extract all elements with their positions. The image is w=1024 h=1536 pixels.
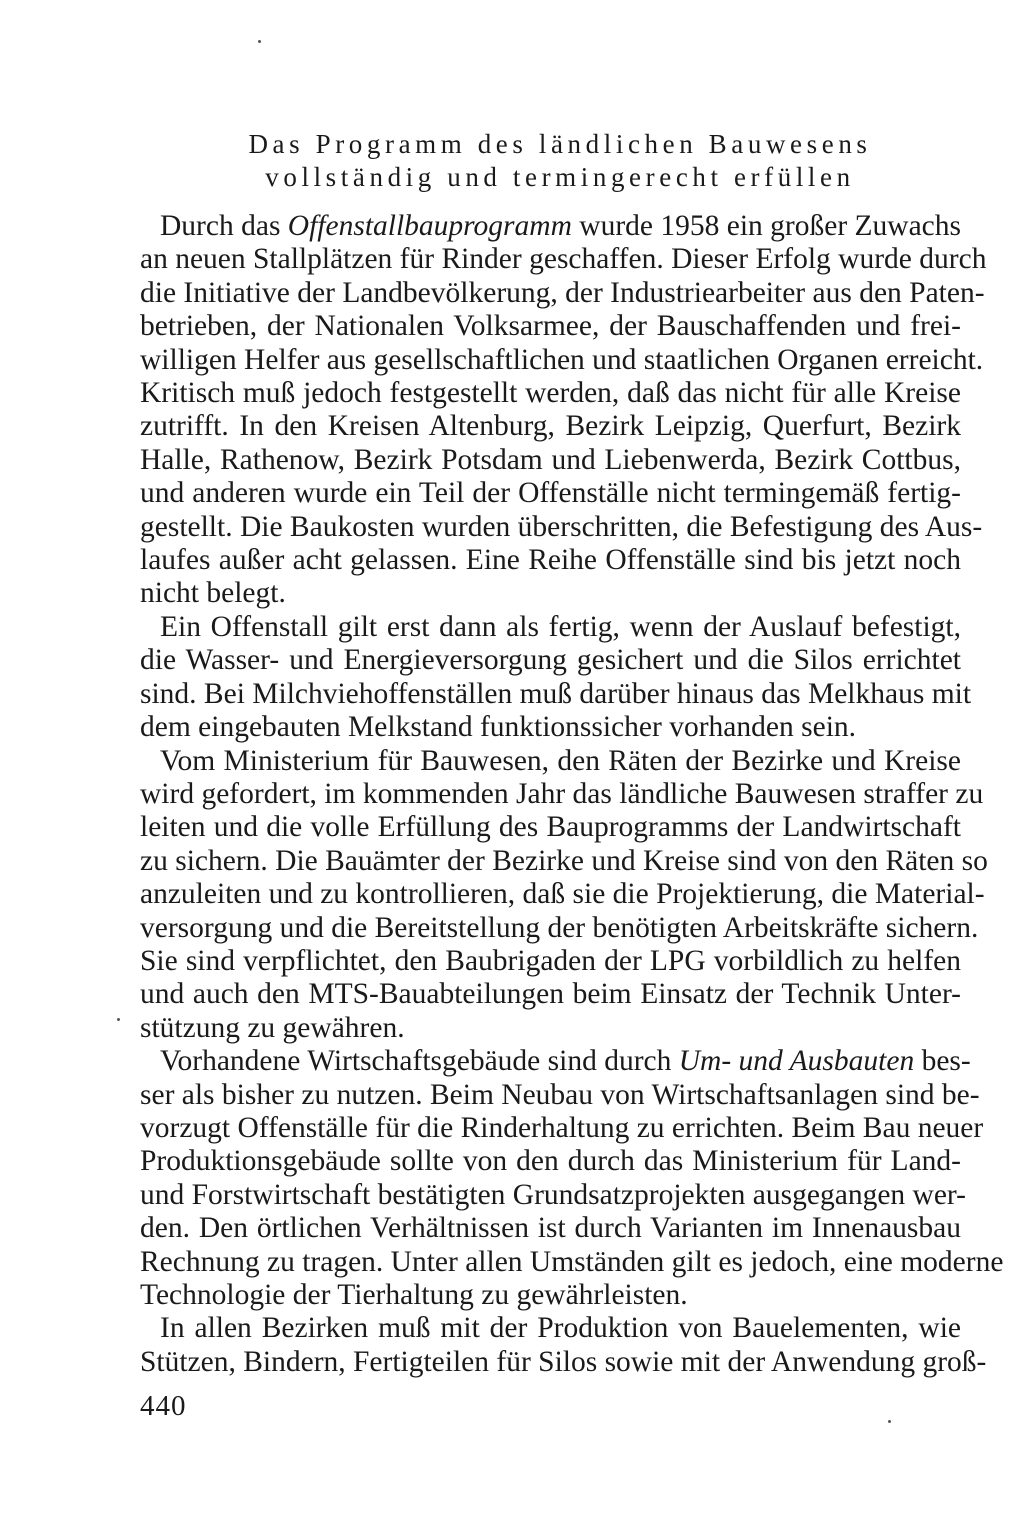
text-run: Rechnung zu tragen. Unter allen Umständen gilt es jedoch, eine moderne: [140, 1245, 1004, 1278]
text-run: wurde 1958 ein großer Zuwachs: [571, 210, 962, 242]
text-run: zutrifft. In den Kreisen Altenburg, Bezirk Leipzig, Querfurt, Bezirk: [140, 410, 961, 443]
text-run: dem eingebauten Melkstand funktionssicher vorhanden sein.: [140, 711, 857, 744]
text-line: [140, 477, 961, 510]
text-run: den. Den örtlichen Verhältnissen ist durch Varianten im Innenausbau: [140, 1212, 961, 1245]
text-line: [140, 276, 985, 310]
italic-term: Offenstallbauprogramm: [287, 210, 572, 242]
text-run: stützung zu gewähren.: [140, 1011, 405, 1044]
text-run: Kritisch muß jedoch festgestellt werden, daß das nicht für alle Kreise: [140, 377, 961, 410]
paragraph: [140, 744, 988, 1046]
text-line: [140, 878, 985, 911]
text-run: laufes außer acht gelassen. Eine Reihe Offenställe sind bis jetzt noch: [140, 544, 961, 577]
scan-speck: [117, 1018, 120, 1021]
text-line: [140, 377, 961, 410]
text-run: Technologie der Tierhaltung zu gewährleisten.: [140, 1279, 688, 1311]
text-line: [140, 544, 961, 577]
text-run: bes-: [914, 1045, 971, 1078]
text-line: [140, 310, 961, 343]
text-line: [140, 1345, 987, 1379]
text-line: [140, 243, 987, 276]
text-line: [140, 745, 961, 778]
text-run: In allen Bezirken muß mit der Produktion von Bauelementen, wie: [160, 1312, 961, 1345]
heading-line-1: Das Programm des ländlichen Bauwesens: [248, 129, 872, 159]
text-run: die Initiative der Landbevölkerung, der Industriearbeiter aus den Paten-: [140, 276, 985, 309]
text-line: [140, 644, 961, 677]
text-run: ser als bisher zu nutzen. Beim Neubau von Wirtschaftsanlagen sind be-: [140, 1078, 980, 1111]
text-run: willigen Helfer aus gesellschaftlichen und staatlichen Organen erreicht.: [140, 343, 984, 376]
text-run: und anderen wurde ein Teil der Offenställe nicht termingemäß fertig-: [140, 477, 961, 510]
text-line: [140, 343, 984, 377]
paragraph: [140, 210, 987, 611]
scan-speck: [258, 40, 261, 43]
text-run: Ein Offenstall gilt erst dann als fertig, wenn der Auslauf befestigt,: [160, 610, 961, 643]
text-line: [140, 1312, 961, 1345]
text-line: [140, 711, 961, 744]
text-line: [140, 1178, 966, 1212]
text-line: [140, 1245, 1004, 1279]
text-line: [140, 410, 961, 443]
text-run: sind. Bei Milchviehoffenställen muß darüber hinaus das Melkhaus mit: [140, 677, 972, 710]
text-line: [140, 1012, 961, 1045]
text-line: [140, 1279, 961, 1312]
text-run: Vom Ministerium für Bauwesen, den Räten der Bezirke und Kreise: [160, 744, 961, 777]
paragraph: [140, 1312, 987, 1379]
paragraph: [140, 610, 972, 745]
text-run: wird gefordert, im kommenden Jahr das ländliche Bauwesen straffer zu: [140, 777, 984, 810]
text-line: [140, 677, 972, 711]
text-line: [140, 945, 961, 978]
text-run: gestellt. Die Baukosten wurden überschritten, die Befestigung des Aus-: [140, 510, 983, 543]
text-line: [140, 1045, 971, 1078]
text-line: [140, 611, 961, 644]
scan-speck: [888, 1420, 891, 1423]
text-run: zu sichern. Die Bauämter der Bezirke und Kreise sind von den Räten so: [140, 844, 988, 877]
text-line: [140, 1078, 980, 1112]
text-line: [140, 577, 961, 610]
text-line: [140, 844, 988, 878]
text-line: [140, 811, 961, 844]
text-run: und auch den MTS-Bauabteilungen beim Einsatz der Technik Unter-: [140, 978, 961, 1011]
text-run: leiten und die volle Erfüllung des Bauprogramms der Landwirtschaft: [140, 811, 961, 844]
paragraph: [140, 1045, 1004, 1312]
text-line: [140, 1145, 961, 1178]
text-line: [140, 911, 979, 945]
text-run: versorgung und die Bereitstellung der benötigten Arbeitskräfte sichern.: [140, 911, 979, 944]
text-line: [140, 1212, 961, 1245]
text-run: Durch das: [160, 210, 288, 242]
italic-term: Um- und Ausbauten: [678, 1045, 915, 1078]
text-run: und Forstwirtschaft bestätigten Grundsatzprojekten ausgegangen wer-: [140, 1178, 966, 1211]
text-line: [140, 1111, 984, 1145]
text-run: vorzugt Offenställe für die Rinderhaltung zu errichten. Beim Bau neuer: [140, 1111, 984, 1144]
text-line: [140, 978, 961, 1011]
text-line: [140, 210, 961, 243]
text-run: anzuleiten und zu kontrollieren, daß sie die Projektierung, die Material-: [140, 878, 985, 911]
text-run: betrieben, der Nationalen Volksarmee, der Bauschaffenden und frei-: [140, 310, 961, 343]
text-line: [140, 444, 961, 477]
text-run: Sie sind verpflichtet, den Baubrigaden der LPG vorbildlich zu helfen: [140, 944, 961, 977]
body-text: [140, 210, 1004, 1379]
text-run: die Wasser- und Energieversorgung gesichert und die Silos errichtet: [140, 644, 961, 677]
page-number: 440: [140, 1390, 187, 1422]
heading-line-2: vollständig und termingerecht erfüllen: [265, 162, 855, 192]
section-heading: [160, 128, 960, 194]
text-run: Stützen, Bindern, Fertigteilen für Silos sowie mit der Anwendung groß-: [140, 1345, 987, 1378]
text-run: Produktionsgebäude sollte von den durch das Ministerium für Land-: [140, 1145, 961, 1178]
text-line: [140, 777, 984, 811]
text-line: [140, 510, 983, 544]
text-run: an neuen Stallplätzen für Rinder geschaffen. Dieser Erfolg wurde durch: [140, 243, 987, 276]
text-run: Halle, Rathenow, Bezirk Potsdam und Liebenwerda, Bezirk Cottbus,: [140, 443, 961, 476]
text-run: nicht belegt.: [140, 577, 286, 610]
text-run: Vorhandene Wirtschaftsgebäude sind durch: [160, 1045, 679, 1078]
